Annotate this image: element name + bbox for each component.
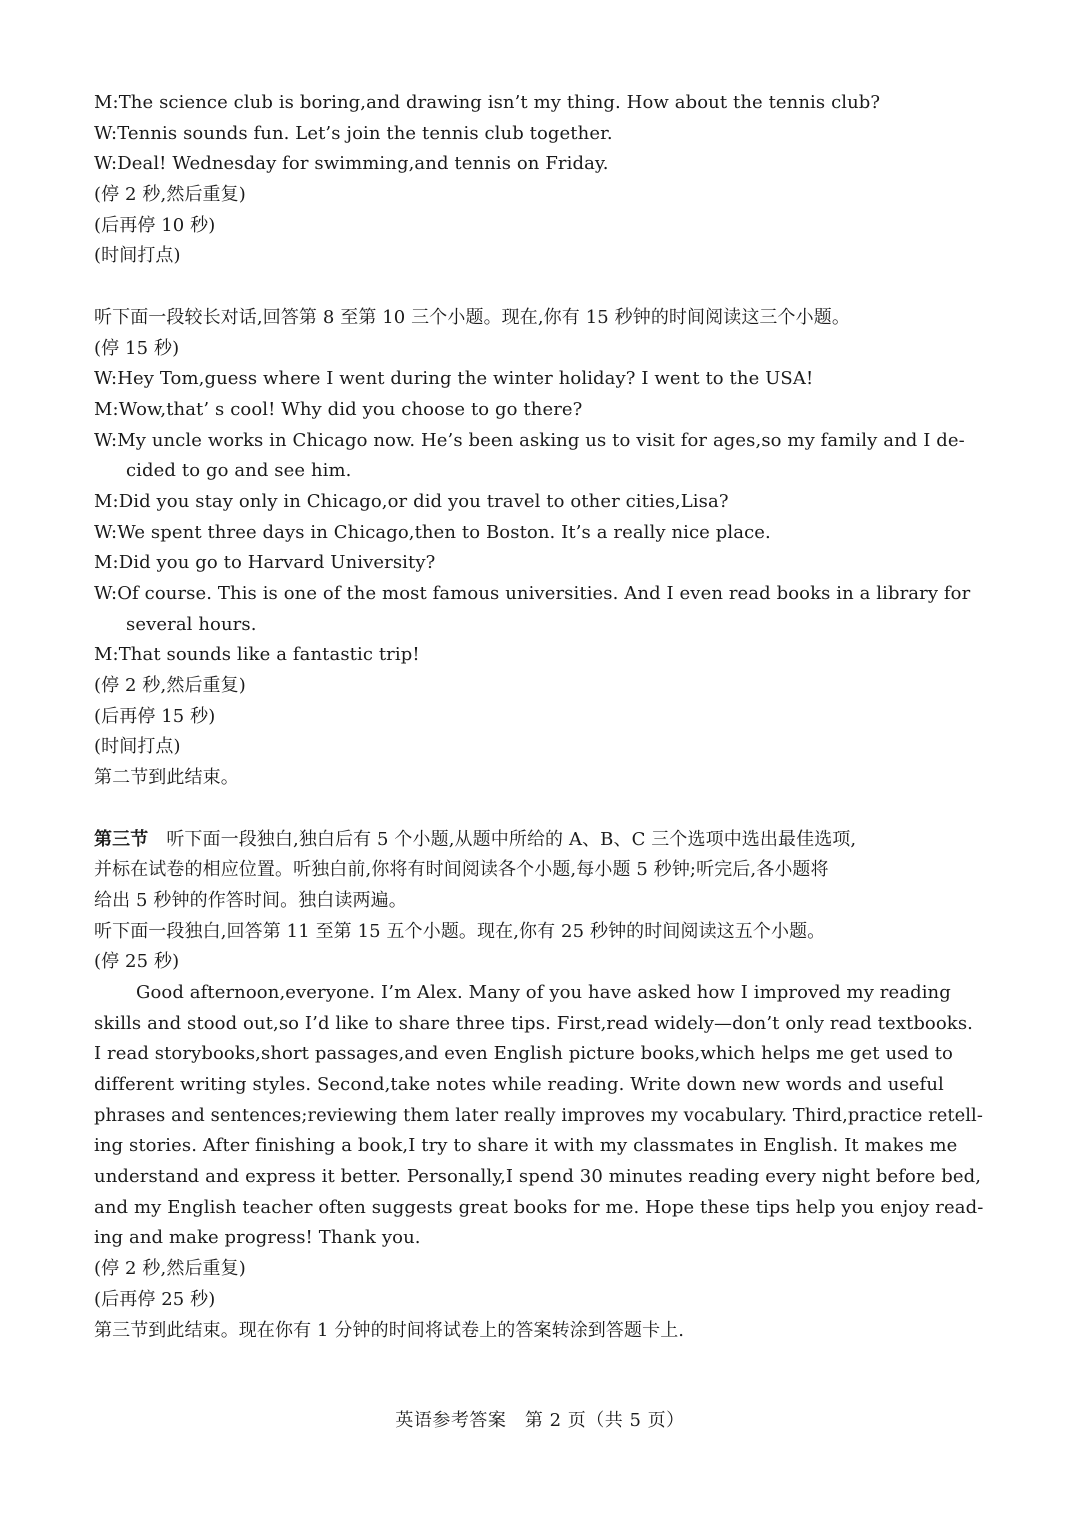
monologue-line: I read storybooks,short passages,and even English picture books,which helps me get used to bbox=[94, 1043, 953, 1065]
monologue-text bbox=[94, 978, 988, 1254]
dialogue-line: W:Deal! Wednesday for swimming,and tennis on Friday. bbox=[94, 153, 609, 175]
dialogue-line: W:Of course. This is one of the most famous universities. And I even read books in a library for bbox=[94, 583, 971, 604]
section2-dialogue-tail bbox=[94, 88, 988, 272]
page-footer: 英语参考答案 第 2 页（共 5 页） bbox=[395, 1410, 685, 1431]
monologue-line: ing stories. After finishing a book,I try to share it with my classmates in English. It makes me bbox=[94, 1135, 958, 1157]
dialogue-line-continued: several hours. bbox=[126, 613, 257, 635]
section3 bbox=[94, 825, 988, 1347]
section3-instructions-line: 第三节 听下面一段独白,独白后有 5 个小题,从题中所给的 A、B、C 三个选项中选出最佳选项, bbox=[94, 828, 857, 850]
monologue-line: different writing styles. Second,take notes while reading. Write down new words and useful bbox=[94, 1074, 944, 1095]
dialogue-line: M:Did you stay only in Chicago,or did you travel to other cities,Lisa? bbox=[94, 490, 729, 512]
dialogue-line: M:The science club is boring,and drawing isn’t my thing. How about the tennis club? bbox=[94, 92, 881, 113]
monologue-line: phrases and sentences;reviewing them later really improves my vocabulary. Third,practice retell- bbox=[94, 1104, 983, 1126]
dialogue-intro: 听下面一段较长对话,回答第 8 至第 10 三个小题。现在,你有 15 秒钟的时间阅读这三个小题。 bbox=[94, 306, 850, 328]
monologue-line: ing and make progress! Thank you. bbox=[94, 1227, 421, 1249]
pause-note: (停 2 秒,然后重复) bbox=[94, 1258, 246, 1280]
dialogue-line: W:Tennis sounds fun. Let’s join the tennis club together. bbox=[94, 122, 613, 144]
monologue-line: and my English teacher often suggests great books for me. Hope these tips help you enjoy read- bbox=[94, 1196, 984, 1218]
monologue-line: skills and stood out,so I’d like to share three tips. First,read widely—don’t only read textbooks. bbox=[94, 1012, 973, 1034]
time-tick-note: (时间打点) bbox=[94, 245, 181, 267]
section-end-note: 第三节到此结束。现在你有 1 分钟的时间将试卷上的答案转涂到答题卡上. bbox=[94, 1319, 685, 1341]
dialogue-line: W:Hey Tom,guess where I went during the winter holiday? I went to the USA! bbox=[94, 368, 814, 390]
section3-instructions-line: 给出 5 秒钟的作答时间。独白读两遍。 bbox=[94, 889, 407, 911]
dialogue-8-10 bbox=[94, 303, 988, 794]
pause-note: (停 2 秒,然后重复) bbox=[94, 184, 246, 206]
dialogue-line: M:That sounds like a fantastic trip! bbox=[94, 644, 420, 666]
monologue-line: understand and express it better. Personally,I spend 30 minutes reading every night before bed, bbox=[94, 1166, 982, 1188]
section3-label: 第三节 bbox=[94, 828, 149, 850]
pause-note: (后再停 25 秒) bbox=[94, 1288, 216, 1310]
dialogue-line: M:Wow,that’ s cool! Why did you choose to go there? bbox=[94, 398, 583, 420]
pause-note: (后再停 10 秒) bbox=[94, 214, 216, 236]
monologue-intro: 听下面一段独白,回答第 11 至第 15 五个小题。现在,你有 25 秒钟的时间阅读这五个小题。 bbox=[94, 920, 826, 942]
dialogue-line: W:We spent three days in Chicago,then to Boston. It’s a really nice place. bbox=[94, 521, 771, 543]
dialogue-line: W:My uncle works in Chicago now. He’s been asking us to visit for ages,so my family and I de- bbox=[94, 429, 965, 451]
time-tick-note: (时间打点) bbox=[94, 736, 181, 758]
dialogue-line: M:Did you go to Harvard University? bbox=[94, 552, 436, 574]
answer-sheet-page bbox=[94, 88, 988, 1346]
section-end-note: 第二节到此结束。 bbox=[94, 767, 239, 789]
section3-instructions-line: 并标在试卷的相应位置。听独白前,你将有时间阅读各个小题,每小题 5 秒钟;听完后,各小题将 bbox=[94, 859, 829, 881]
pause-note: (停 2 秒,然后重复) bbox=[94, 675, 246, 697]
monologue-line: Good afternoon,everyone. I’m Alex. Many of you have asked how I improved my reading bbox=[136, 981, 951, 1003]
pause-note: (停 15 秒) bbox=[94, 337, 180, 359]
dialogue-line-continued: cided to go and see him. bbox=[126, 460, 352, 482]
pause-note: (后再停 15 秒) bbox=[94, 705, 216, 727]
pause-note: (停 25 秒) bbox=[94, 951, 180, 973]
